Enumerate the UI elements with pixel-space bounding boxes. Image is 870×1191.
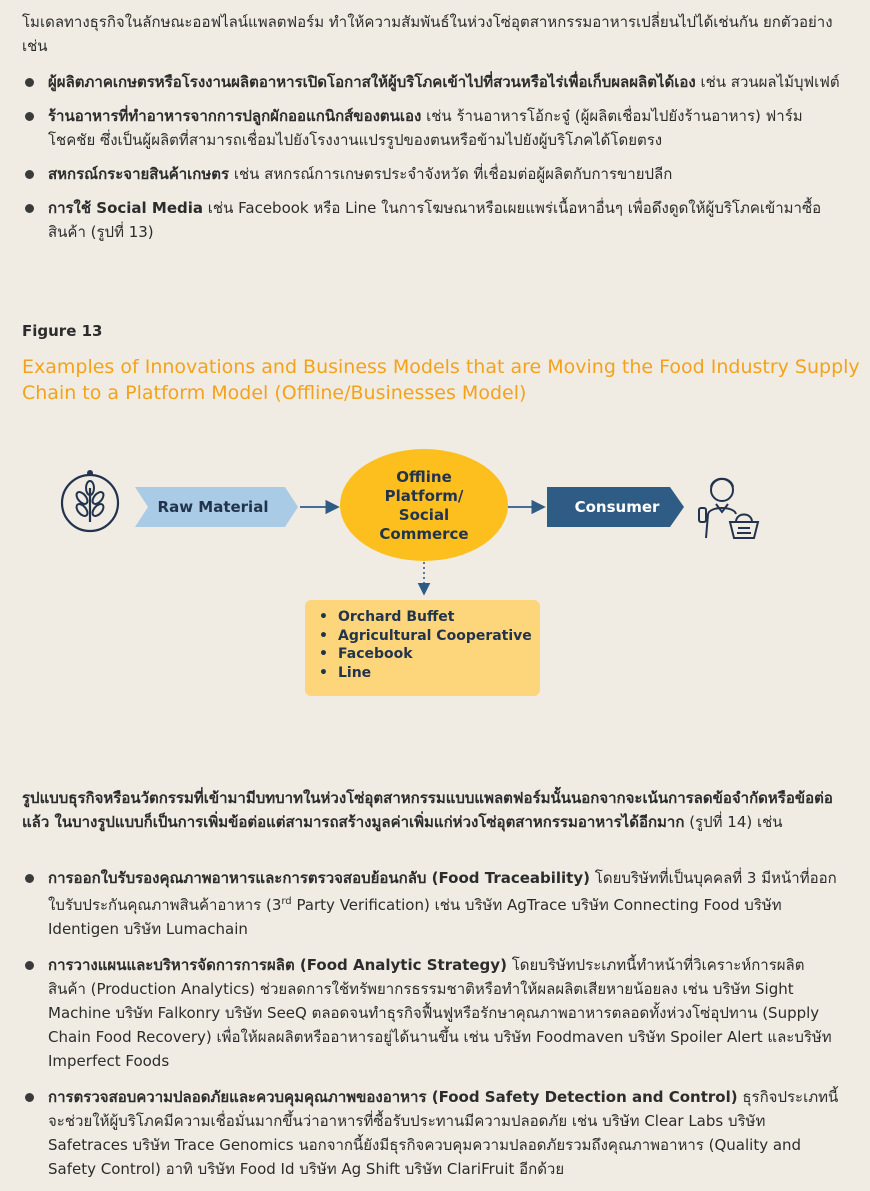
list-item-text: เช่น Facebook หรือ Line ในการโฆษณาหรือเผยแพร่เนื้อหาอื่นๆ เพื่อดึงดูดให้ผู้บริโภคเข้ามาซื้อสินค้า (รูปที่ 13) [48,199,822,241]
list-item [22,196,847,244]
section-paragraph-bold: รูปแบบธุรกิจหรือนวัตกรรมที่เข้ามามีบทบาทในห่วงโซ่อุตสาหกรรมแบบแพลตฟอร์มนั้นนอกจากจะเน้นการลดข้อจำกัดหรือข้อต่อแล้ว ในบางรูปแบบก็เป็นการเพิ่มข้อต่อแต่สามารถสร้างมูลค่าเพิ่มแก่ห่วงโซ่อุตสาหกรรมอาหารได้อีกมาก [22,789,833,831]
list-item-heading: ร้านอาหารที่ทำอาหารจากการปลูกผักออแกนิกส์ของตนเอง [48,107,422,125]
bullet-icon [25,874,34,883]
platform-label-line: Offline [396,468,452,486]
examples-list [305,600,540,682]
list-item-text: เช่น สวนผลไม้บุฟเฟต์ [695,73,840,91]
platform-label-line: Commerce [379,525,469,543]
list-item [22,104,847,152]
example-item: • Agricultural Cooperative [319,627,540,646]
bullet-icon [25,1093,34,1102]
bullet-icon [25,112,34,121]
list-item [22,162,847,186]
list-item-heading: การตรวจสอบความปลอดภัยและควบคุมคุณภาพของอาหาร (Food Safety Detection and Control) [48,1088,738,1106]
section-paragraph-text: (รูปที่ 14) เช่น [684,813,783,831]
list-item [22,866,842,941]
example-item: • Orchard Buffet [319,608,540,627]
list-item-text: Party Verification) เช่น บริษัท AgTrace บริษัท Connecting Food บริษัท Identigen บริษัท Lumachain [48,896,782,938]
list-item-text: โดยบริษัทที่เป็นบุคคลที่ 3 มีหน้าที่ออกใบรับประกันคุณภาพสินค้าอาหาร (3 [48,869,837,914]
list-item-heading: ผู้ผลิตภาคเกษตรหรือโรงงานผลิตอาหารเปิดโอกาสให้ผู้บริโภคเข้าไปที่สวนหรือไร่เพื่อเก็บผลผลิตได้เอง [48,73,696,91]
list-item [22,953,842,1073]
list-item-text: เช่น สหกรณ์การเกษตรประจำจังหวัด ที่เชื่อมต่อผู้ผลิตกับการขายปลีก [229,165,673,183]
example-item: • Line [319,664,540,683]
list-item-text: โดยบริษัทประเภทนี้ทำหน้าที่วิเคราะห์การผลิตสินค้า (Production Analytics) ช่วยลดการใช้ทรัพยากรธรรมชาติหรือทำให้ผลผลิตเสียหายน้อยลง เช่น บริษัท Sight Machine บริษัท Falkonry บริษัท SeeQ ตลอดจนทำธุรกิจฟื้นฟูหรือรักษาคุณภาพอาหารตลอดทั้งห่วงโซ่อุปทาน (Supply Chain Food Recovery) เพื่อให้ผลผลิตหรืออาหารอยู่ได้นานขึ้น เช่น บริษัท Foodmaven บริษัท Spoiler Alert และบริษัท Imperfect Foods [48,956,832,1070]
wheat-circle-icon [62,470,118,531]
list-item-text: ธุรกิจประเภทนี้จะช่วยให้ผู้บริโภคมีความเชื่อมั่นมากขึ้นว่าอาหารที่ซื้อรับประทานมีความปลอดภัย เช่น บริษัท Clear Labs บริษัท Safetraces บริษัท Trace Genomics นอกจากนี้ยังมีธุรกิจควบคุมความปลอดภัยรวมถึงคุณภาพอาหาร (Quality and Safety Control) อาทิ บริษัท Food Id บริษัท Ag Shift บริษัท ClariFruit อีกด้วย [48,1088,839,1178]
bullet-list-offline-models [22,70,847,254]
list-item-heading: สหกรณ์กระจายสินค้าเกษตร [48,165,230,183]
section-paragraph [22,786,837,834]
superscript-text: rd [281,896,292,907]
bullet-icon [25,204,34,213]
platform-label [343,468,505,544]
list-item-heading: การวางแผนและบริหารจัดการการผลิต (Food Analytic Strategy) [48,956,507,974]
shopper-with-basket-icon [699,479,758,538]
bullet-icon [25,961,34,970]
list-item-heading: การใช้ Social Media [48,199,204,217]
raw-material-label: Raw Material [157,498,269,516]
bullet-icon [25,170,34,179]
bullet-icon [25,78,34,87]
examples-box [305,600,540,696]
figure-label: Figure 13 [22,322,103,340]
consumer-label: Consumer [574,498,660,516]
platform-label-line: Social [398,506,450,524]
list-item [22,70,847,94]
example-item: • Facebook [319,645,540,664]
list-item-text: เช่น ร้านอาหารโอ้กะจู๋ (ผู้ผลิตเชื่อมไปยังร้านอาหาร) ฟาร์มโชคชัย ซึ่งเป็นผู้ผลิตที่สามารถเชื่อมไปยังโรงงานแปรรูปของตนหรือข้ามไปยังผู้บริโภคได้โดยตรง [48,107,803,149]
platform-label-line: Platform/ [384,487,464,505]
bullet-list-platform-innovations [22,866,842,1191]
list-item [22,1085,842,1181]
intro-paragraph: โมเดลทางธุรกิจในลักษณะออฟไลน์แพลตฟอร์ม ทำให้ความสัมพันธ์ในห่วงโซ่อุตสาหกรรมอาหารเปลี่ยนไปได้เช่นกัน ยกตัวอย่างเช่น [22,13,833,55]
list-item-heading: การออกใบรับรองคุณภาพอาหารและการตรวจสอบย้อนกลับ (Food Traceability) [48,869,590,887]
figure-title: Examples of Innovations and Business Models that are Moving the Food Industry Supply Chain to a Platform Model (Offline/Businesses Model) [22,356,860,404]
